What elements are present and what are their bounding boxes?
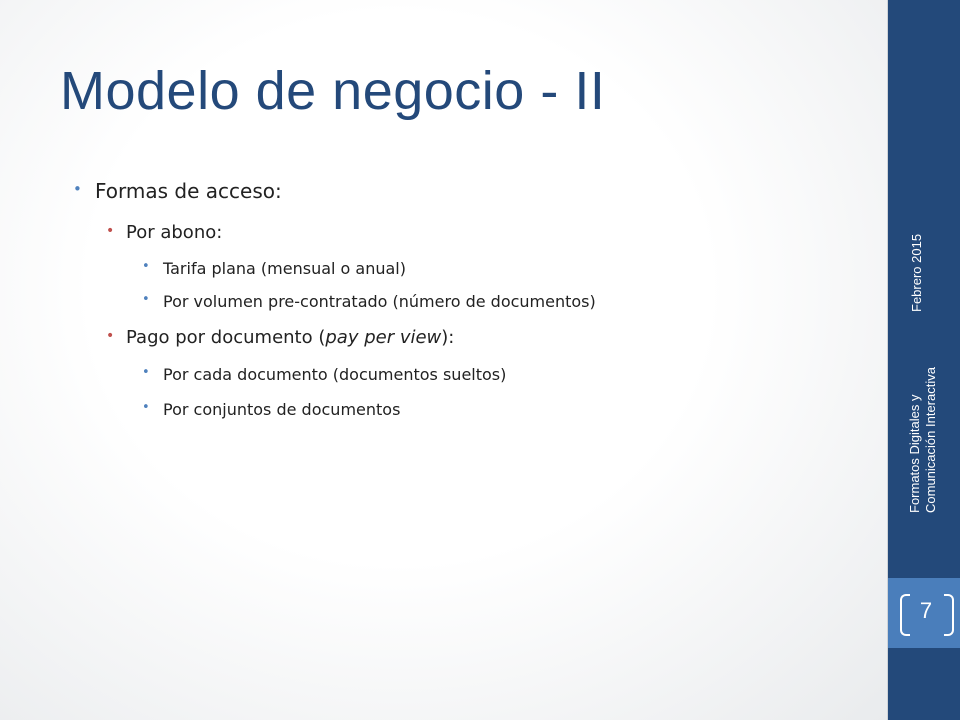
right-bracket-icon	[944, 594, 954, 636]
bullet-abono	[106, 222, 223, 243]
bullet-pago-prefix: Pago por documento (	[126, 327, 326, 348]
bullet-dot-icon: •	[106, 223, 115, 239]
bullet-tarifa-text: Tarifa plana (mensual o anual)	[163, 259, 406, 278]
date-label: Febrero 2015	[909, 233, 924, 312]
course-line-2: Comunicación Interactiva	[923, 367, 938, 513]
bullet-dot-icon: •	[142, 400, 150, 415]
bullet-conjuntos	[142, 400, 401, 419]
bullet-dot-icon: •	[73, 180, 82, 198]
course-label	[907, 367, 939, 513]
bullet-dot-icon: •	[142, 365, 150, 380]
bullet-conjuntos-text: Por conjuntos de documentos	[163, 400, 401, 419]
bullet-volumen-text: Por volumen pre-contratado (número de documentos)	[163, 292, 596, 311]
bullet-formas	[73, 179, 282, 203]
bullet-cada	[142, 365, 507, 384]
bullet-pago-italic: pay per view	[325, 327, 442, 348]
bullet-pago-suffix: ):	[441, 327, 455, 348]
bullet-tarifa	[142, 259, 406, 278]
bullet-pago	[106, 327, 455, 348]
bullet-cada-text: Por cada documento (documentos sueltos)	[163, 365, 507, 384]
bullet-formas-text: Formas de acceso:	[95, 179, 282, 203]
course-line-1: Formatos Digitales y	[907, 394, 922, 513]
bullet-dot-icon: •	[142, 259, 150, 274]
bullet-dot-icon: •	[142, 292, 150, 307]
slide-title: Modelo de negocio - II	[60, 61, 606, 121]
page-number: 7	[919, 598, 933, 623]
bullet-dot-icon: •	[106, 328, 115, 344]
bullet-volumen	[142, 292, 596, 311]
left-bracket-icon	[900, 594, 910, 636]
bullet-abono-text: Por abono:	[126, 222, 223, 243]
